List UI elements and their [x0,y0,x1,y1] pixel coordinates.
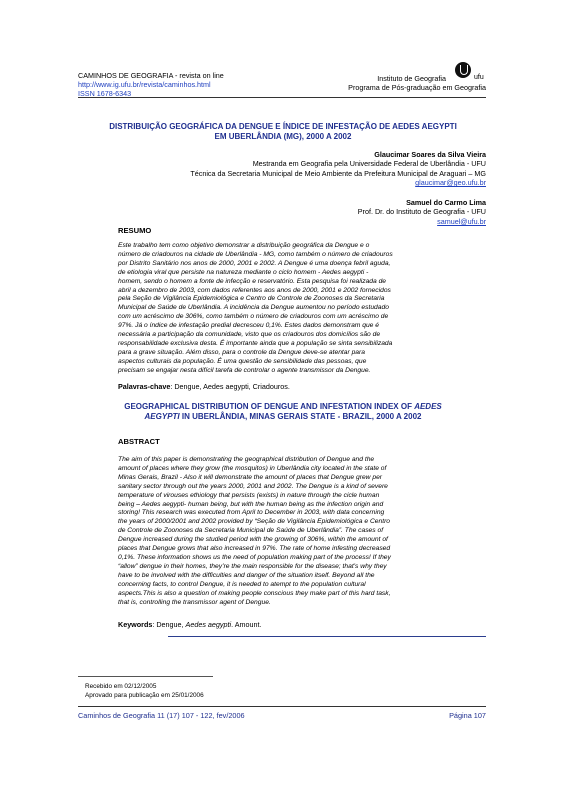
institution-header [348,74,486,92]
journal-name: CAMINHOS DE GEOGRAFIA - revista on line [78,71,224,80]
keywords-label: Keywords [118,620,153,629]
abstract-body [118,456,464,607]
resumo-line: por Distrito Sanitário nos anos de 2000, 2001 e 2002. A Dengue é uma doença febril aguda, [118,259,391,267]
author-email-link[interactable]: samuel@ufu.br [437,216,486,226]
resumo-line: de etiologia viral que persiste na natureza mediante o ciclo homem - Aedes aegypti - [118,268,369,276]
abstract-line: “allow” dengue in their homes, they’re the main responsible for the disease; that’s why they [118,562,387,570]
abstract-line: that is, controlling the transmissor agent of Dengue. [118,598,271,606]
author-affiliation: Prof. Dr. do Instituto de Geografia - UFU [357,207,486,217]
author-block-2 [358,198,486,226]
resumo-line: 97%. Já o índice de infestação predial decresceu 0,1%. Estes dados demonstram que é [118,322,379,330]
author-name: Glaucimar Soares da Silva Vieira [374,150,486,159]
abstract-line: aspects.This is also a question of making people conscious they make part of this hard task, [118,589,391,597]
author-email-link[interactable]: glaucimar@geo.ufu.br [415,178,486,188]
abstract-line: being – Aedes aegypti- human being, but with the human being as the infection origin and [118,500,384,508]
keywords-label: Palavras-chave [118,382,171,391]
received-date: Recebido em 02/12/2005 [85,683,157,690]
resumo-line: aspectos culturais da população. É uma questão de sensibilidade das pessoas, que [118,357,367,365]
keywords [118,620,261,629]
abstract-line: Minas Gerais, Brazil - Also it will demonstrate the amount of places that Dengue grew per [118,473,383,481]
resumo-line: pela Seção de Vigilância Epidemiológica e Centro de Controle de Zoonoses da Secretaria [118,295,385,303]
resumo-line: necessária a participação da comunidade, visto que os criadouros dos domicílios são de [118,331,381,339]
author-name: Samuel do Carmo Lima [406,198,486,207]
abstract-line: 0,1%. These information shows us the need of population making part of the process! If they [118,553,391,561]
resumo-line: com um acréscimo de 306%, como também o número de criadouros com um acréscimo de [118,313,389,321]
title-pt [78,122,488,142]
keywords-text: : Dengue, [152,620,186,629]
header-divider [78,97,486,98]
footnotes [85,683,204,700]
title-en-line1 [78,402,488,412]
abstract-line: concerning facts, to control Dengue, it is needed to atempt to the population cultural [118,580,366,588]
journal-header [78,71,224,98]
program-name: Programa de Pós-graduação em Geografia [348,83,486,92]
abstract-line: sanitary sector through out the years 2000, 2001 and 2002. The Dengue is a kind of severe [118,482,388,490]
footer-citation: Caminhos de Geografia 11 (17) 107 - 122, fev/2006 [78,711,245,720]
palavras-chave [118,382,290,391]
footer-divider [78,706,486,707]
resumo-line: precisam se engajar nesta difícil tarefa de controlar o agente transmissor da Dengue. [118,366,371,374]
title-en-italic: AEDES [414,402,442,411]
abstract-line: amount of places where they grow (the mosquitos) in Uberlândia city located in the state of [118,464,387,472]
keywords-italic: Aedes aegypti [185,620,232,629]
title-pt-line2: EM UBERLÂNDIA (MG), 2000 A 2002 [214,132,352,141]
resumo-line: homem, sendo o homem a fonte de infecção e reservatório. Esta pesquisa foi realizada de [118,277,387,285]
logo-text: ufu [474,74,484,81]
resumo-body [118,242,464,376]
author-affiliation: Técnica da Secretaria Municipal de Meio Ambiente da Prefeitura Municipal de Araguari – MG [190,168,486,178]
section-divider [168,636,486,637]
resumo-line: Municipal de Saúde de Uberlândia. A incidência da Dengue aumentou no período estudado [118,304,389,312]
journal-url-link[interactable]: http://www.ig.ufu.br/revista/caminhos.html [78,80,211,89]
author-affiliation: Mestranda em Geografia pela Universidade Federal de Uberlândia - UFU [252,159,486,169]
abstract-line: the years of 2000/2001 and 2002 provided by “Seção de Vigilância Epidemiológica e Centro [118,518,391,526]
resumo-line: número de criadouros na cidade de Uberlândia - MG, como também o número de criadouros [118,250,393,258]
resumo-line: Este trabalho tem como objetivo demonstrar a distribuição geográfica da Dengue e o [118,242,370,249]
author-block-1 [190,150,486,188]
resumo-line: abril a dezembro de 2003, com dados referentes aos anos de 2000, 2001 e 2002 fornecidos [118,286,391,294]
title-en [78,402,488,422]
keywords-text: . Amount. [231,620,262,629]
abstract-line: Dengue increased during the studied period with the growing of 306%, within the amount of [118,536,388,544]
abstract-line: have to be involved with the difficulties and danger of the situation itself. Beyond all the [118,571,375,579]
resumo-heading: RESUMO [118,226,152,235]
page-number: Página 107 [449,711,486,720]
abstract-line: de Controle de Zoonoses da Secretaria Municipal de Saúde de Uberlândia”. The cases of [118,527,384,535]
abstract-line: places that Dengue grows that also increased in 97%. The rate of home infesting decreased [118,545,391,553]
title-en-text: IN UBERLÂNDIA, MINAS GERAIS STATE - BRAZIL, 2000 A 2002 [179,412,422,421]
keywords-text: : Dengue, Aedes aegypti, Criadouros. [170,382,290,391]
abstract-line: storing! This research was executed from April to December in 2003, with data concerning [118,509,385,517]
approved-date: Aprovado para publicação em 25/01/2006 [85,691,204,699]
institute-name: Instituto de Geografia [377,74,446,83]
title-en-text: GEOGRAPHICAL DISTRIBUTION OF DENGUE AND INFESTATION INDEX OF [124,402,415,411]
resumo-line: responsabilidade exclusiva desta. É importante ainda que a população se sinta sensibilizada [118,339,393,347]
footnote-divider [78,676,213,677]
issn: ISSN 1678-6343 [78,89,132,98]
abstract-heading: ABSTRACT [118,437,160,446]
abstract-line: temperature of virouses ethiology that persists (exists) in nature through the cicle human [118,491,380,499]
title-en-italic: AEGYPTI [144,412,180,421]
title-pt-line1: DISTRIBUIÇÃO GEOGRÁFICA DA DENGUE E ÍNDICE DE INFESTAÇÃO DE AEDES AEGYPTI [109,122,457,131]
resumo-line: para a grave situação. Além disso, para o controle da Dengue deve-se atentar para [118,348,365,356]
abstract-line: The aim of this paper is demonstrating the geographical distribution of Dengue and the [118,456,375,463]
title-en-line2 [78,412,488,422]
